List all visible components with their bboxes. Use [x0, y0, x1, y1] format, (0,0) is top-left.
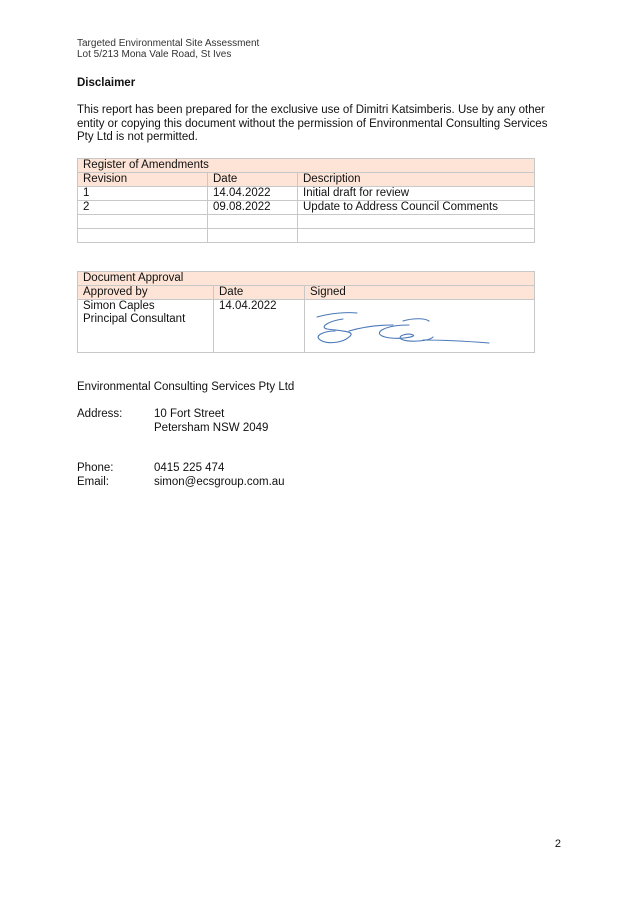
disclaimer-text: This report has been prepared for the exclusive use of Dimitri Katsimberis. Use by any other entity or copying this document without the permission of Environmental Consulting Services Pty Ltd is not permitted. — [77, 104, 548, 144]
column-header-approved-by: Approved by — [78, 286, 214, 300]
amendments-table — [77, 158, 535, 243]
column-header-revision: Revision — [78, 173, 208, 187]
column-header-description: Description — [298, 173, 535, 187]
table-row — [78, 215, 535, 229]
column-header-signed: Signed — [305, 286, 535, 300]
column-header-date: Date — [208, 173, 298, 187]
address-line-1: 10 Fort Street — [154, 408, 225, 420]
approval-title: Document Approval — [78, 272, 535, 286]
address-line-2: Petersham NSW 2049 — [154, 422, 269, 434]
amendments-title: Register of Amendments — [78, 159, 535, 173]
phone-label: Phone: — [77, 462, 114, 474]
approver-role: Principal Consultant — [83, 313, 186, 325]
approver-name: Simon Caples — [83, 300, 155, 312]
approval-row — [78, 300, 535, 353]
description-cell — [298, 229, 535, 243]
date-cell — [208, 229, 298, 243]
approval-date-cell: 14.04.2022 — [214, 300, 305, 353]
page-number: 2 — [554, 838, 561, 850]
table-row — [78, 229, 535, 243]
date-cell: 14.04.2022 — [208, 187, 298, 201]
description-cell: Update to Address Council Comments — [298, 201, 535, 215]
header-title: Targeted Environmental Site Assessment — [77, 38, 260, 49]
signature-image — [313, 307, 503, 347]
revision-cell — [78, 215, 208, 229]
header-address: Lot 5/213 Mona Vale Road, St Ives — [77, 49, 232, 60]
approval-title-row — [78, 272, 535, 286]
table-row — [78, 201, 535, 215]
phone-value: 0415 225 474 — [154, 462, 225, 474]
description-cell — [298, 215, 535, 229]
column-header-date: Date — [214, 286, 305, 300]
approval-table — [77, 271, 535, 353]
email-label: Email: — [77, 476, 109, 488]
date-cell — [208, 215, 298, 229]
disclaimer-heading: Disclaimer — [77, 77, 136, 89]
email-value: simon@ecsgroup.com.au — [154, 476, 285, 488]
address-label: Address: — [77, 408, 123, 420]
company-name: Environmental Consulting Services Pty Ltd — [77, 381, 295, 393]
amendments-header-row — [78, 173, 535, 187]
table-row — [78, 187, 535, 201]
revision-cell: 2 — [78, 201, 208, 215]
date-cell: 09.08.2022 — [208, 201, 298, 215]
amendments-title-row — [78, 159, 535, 173]
revision-cell: 1 — [78, 187, 208, 201]
approval-header-row — [78, 286, 535, 300]
approver-cell — [78, 300, 214, 353]
signature-cell — [305, 300, 535, 353]
revision-cell — [78, 229, 208, 243]
description-cell: Initial draft for review — [298, 187, 535, 201]
